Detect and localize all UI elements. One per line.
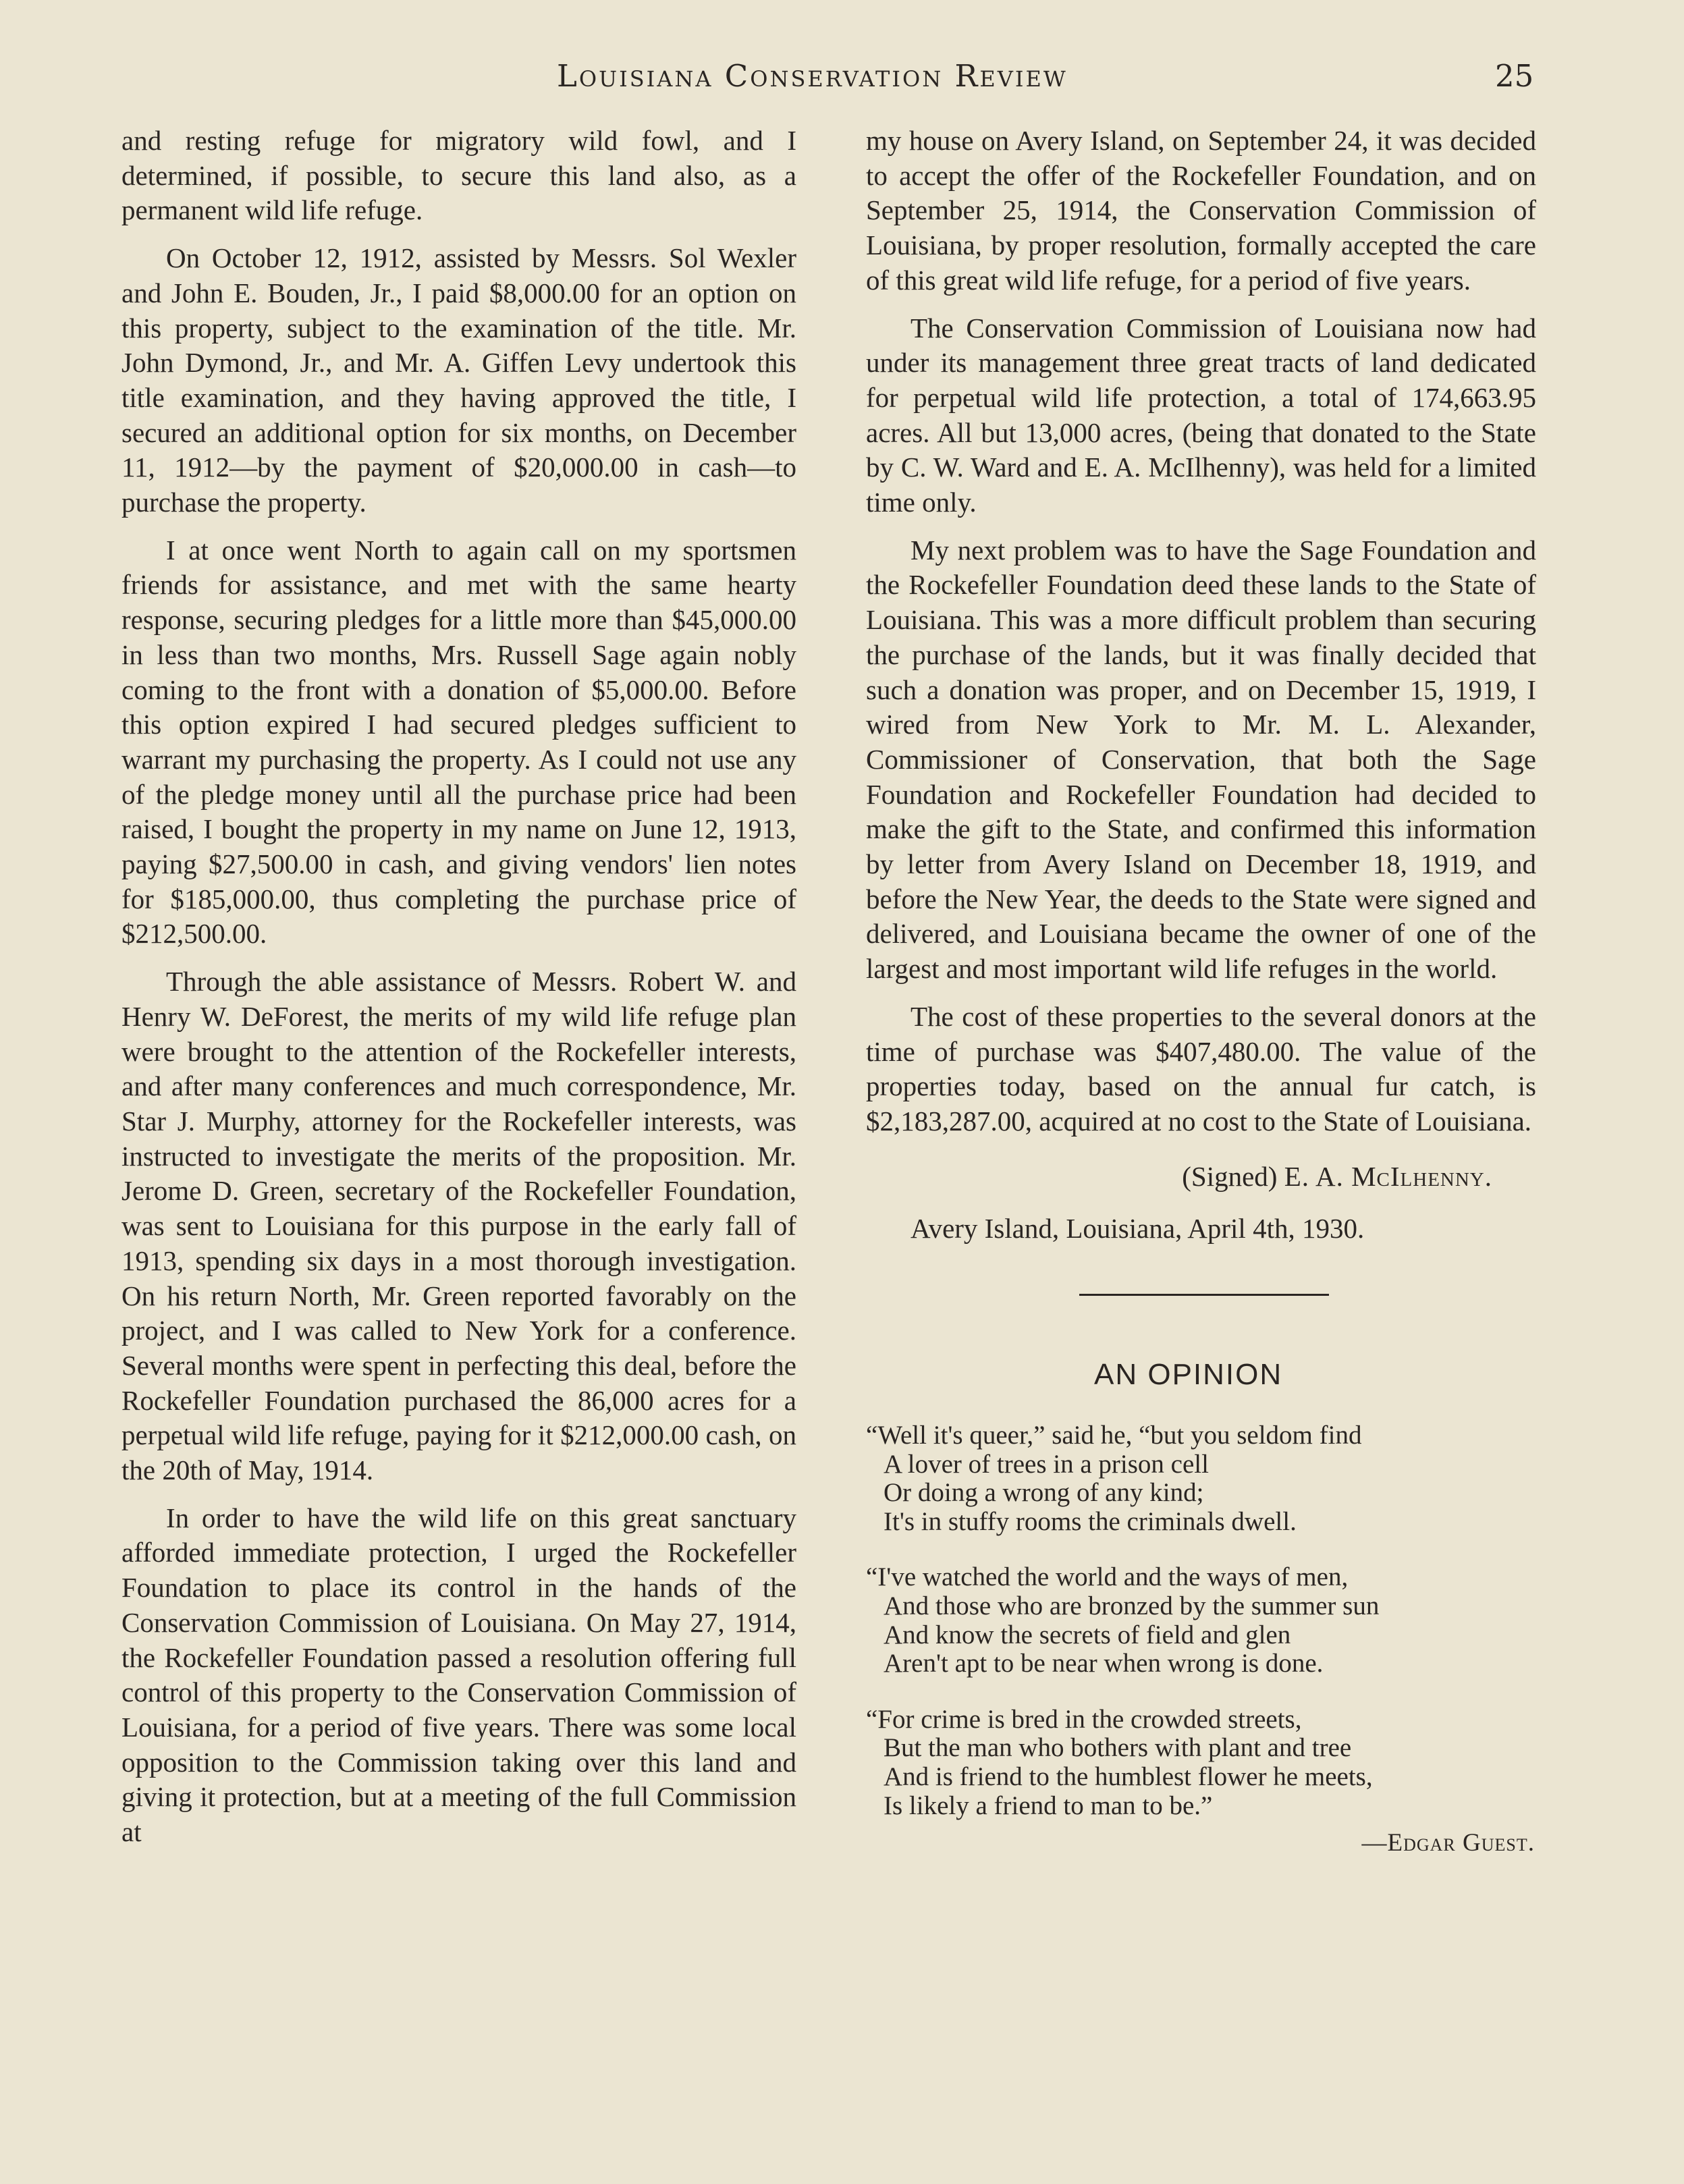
paragraph: My next problem was to have the Sage Foundation and the Rockefeller Foundation deed these lands to the State of Louisiana. This was a more difficult problem than securing the purchase of the lands, but it was finally decided that such a donation was proper, and on December 15, 1919, I wired from New York to Mr. M. L. Alexander, Commissioner of Conservation, that both the Sage Foundation and Rockefeller Foundation had decided to make the gift to the State, and confirmed this information by letter from Avery Island on December 18, 1919, and before the New Year, the deeds to the State were signed and delivered, and Louisiana became the owner of one of the largest and most important wild life refuges in the world.	[866, 534, 1536, 985]
poem-line: And know the secrets of field and glen	[884, 1620, 1291, 1649]
running-title: Louisiana Conservation Review	[557, 58, 1068, 94]
paragraph: The Conservation Commission of Louisiana now had under its management three great tracts of land dedicated for perpetual wild life protection, a total of 174,663.95 acres. All but 13,000 acres, (being that donated to the State by C. W. Ward and E. A. McIlhenny), was held for a limited time only.	[866, 312, 1536, 518]
poem-line: “I've watched the world and the ways of men,	[866, 1562, 1349, 1592]
poem-line: And is friend to the humblest flower he meets,	[884, 1762, 1373, 1792]
left-column	[121, 124, 796, 1863]
paragraph: I at once went North to again call on my sportsmen friends for assistance, and met with the same hearty response, securing pledges for a little more than $45,000.00 in less than two months, Mrs. Russell Sage again nobly coming to the front with a donation of $5,000.00. Before this option expired I had secured pledges sufficient to warrant my purchasing the property. As I could not use any of the pledge money until all the purchase price had been raised, I bought the property in my name on June 12, 1913, paying $27,500.00 in cash, and giving vendors' lien notes for $185,000.00, thus completing the purchase price of $212,500.00.	[121, 534, 796, 950]
paragraph: On October 12, 1912, assisted by Messrs. Sol Wexler and John E. Bouden, Jr., I paid $8,000.00 for an option on this property, subject to the examination of the title. Mr. John Dymond, Jr., and Mr. A. Giffen Levy undertook this title examination, and they having approved the title, I secured an additional option for six months, on December 11, 1912—by the payment of $20,000.00 in cash—to purchase the property.	[121, 242, 796, 518]
signature-name: E. A. McIlhenny.	[1284, 1160, 1492, 1192]
poem-title: AN OPINION	[1094, 1358, 1283, 1392]
page-number: 25	[1495, 58, 1534, 94]
signature	[866, 1159, 1536, 1195]
signature-prefix: (Signed)	[1182, 1160, 1284, 1192]
poem-line: Or doing a wrong of any kind;	[884, 1478, 1204, 1508]
poem-stanza	[866, 1563, 1536, 1678]
paragraph: my house on Avery Island, on September 24, it was decided to accept the offer of the Rockefeller Foundation, and on September 25, 1914, the Conservation Commission of Louisiana, by proper resolution, formally accepted the care of this great wild life refuge, for a period of five years.	[866, 125, 1536, 296]
poem-line: Aren't apt to be near when wrong is done.	[884, 1649, 1324, 1678]
poem-stanza	[866, 1705, 1536, 1820]
poem-line: It's in stuffy rooms the criminals dwell.	[884, 1506, 1297, 1536]
poem-author: —Edgar Guest.	[1361, 1829, 1535, 1857]
paragraph: Through the able assistance of Messrs. Robert W. and Henry W. DeForest, the merits of my wild life refuge plan were brought to the attention of the Rockefeller interests, and after many conferences and much correspondence, Mr. Star J. Murphy, attorney for the Rockefeller interests, was instructed to investigate the merits of the proposition. Mr. Jerome D. Green, secretary of the Rockefeller Foundation, was sent to Louisiana for this purpose in the early fall of 1913, spending six days in a most thorough investigation. On his return North, Mr. Green reported favorably on the project, and I was called to New York for a conference. Several months were spent in perfecting this deal, before the Rockefeller Foundation purchased the 86,000 acres for a perpetual wild life refuge, paying for it $212,000.00 cash, on the 20th of May, 1914.	[121, 966, 796, 1486]
page-header	[0, 53, 1684, 100]
poem-stanza	[866, 1421, 1536, 1536]
poem-line: “Well it's queer,” said he, “but you seldom find	[866, 1421, 1362, 1450]
paragraph: The cost of these properties to the several donors at the time of purchase was $407,480.00. The value of the properties today, based on the annual fur catch, is $2,183,287.00, acquired at no cost to the State of Louisiana.	[866, 1000, 1536, 1137]
right-column	[866, 124, 1536, 1861]
section-divider	[1079, 1294, 1329, 1296]
poem-line: “For crime is bred in the crowded streets,	[866, 1704, 1302, 1734]
poem-line: But the man who bothers with plant and tree	[884, 1733, 1352, 1763]
poem-line: And those who are bronzed by the summer sun	[884, 1591, 1380, 1621]
paragraph: and resting refuge for migratory wild fowl, and I determined, if possible, to secure this land also, as a permanent wild life refuge.	[121, 125, 796, 226]
poem-line: A lover of trees in a prison cell	[884, 1449, 1209, 1479]
dateline: Avery Island, Louisiana, April 4th, 1930.	[911, 1213, 1365, 1245]
poem-line: Is likely a friend to man to be.”	[884, 1791, 1213, 1820]
paragraph: In order to have the wild life on this great sanctuary afforded immediate protection, I urged the Rockefeller Foundation to place its control in the hands of the Conservation Commission of Louisiana. On May 27, 1914, the Rockefeller Foundation passed a resolution offering full control of this property to the Conservation Commission of Louisiana, for a period of five years. There was some local opposition to the Commission taking over this land and giving it protection, but at a meeting of the full Commission at	[121, 1502, 796, 1848]
